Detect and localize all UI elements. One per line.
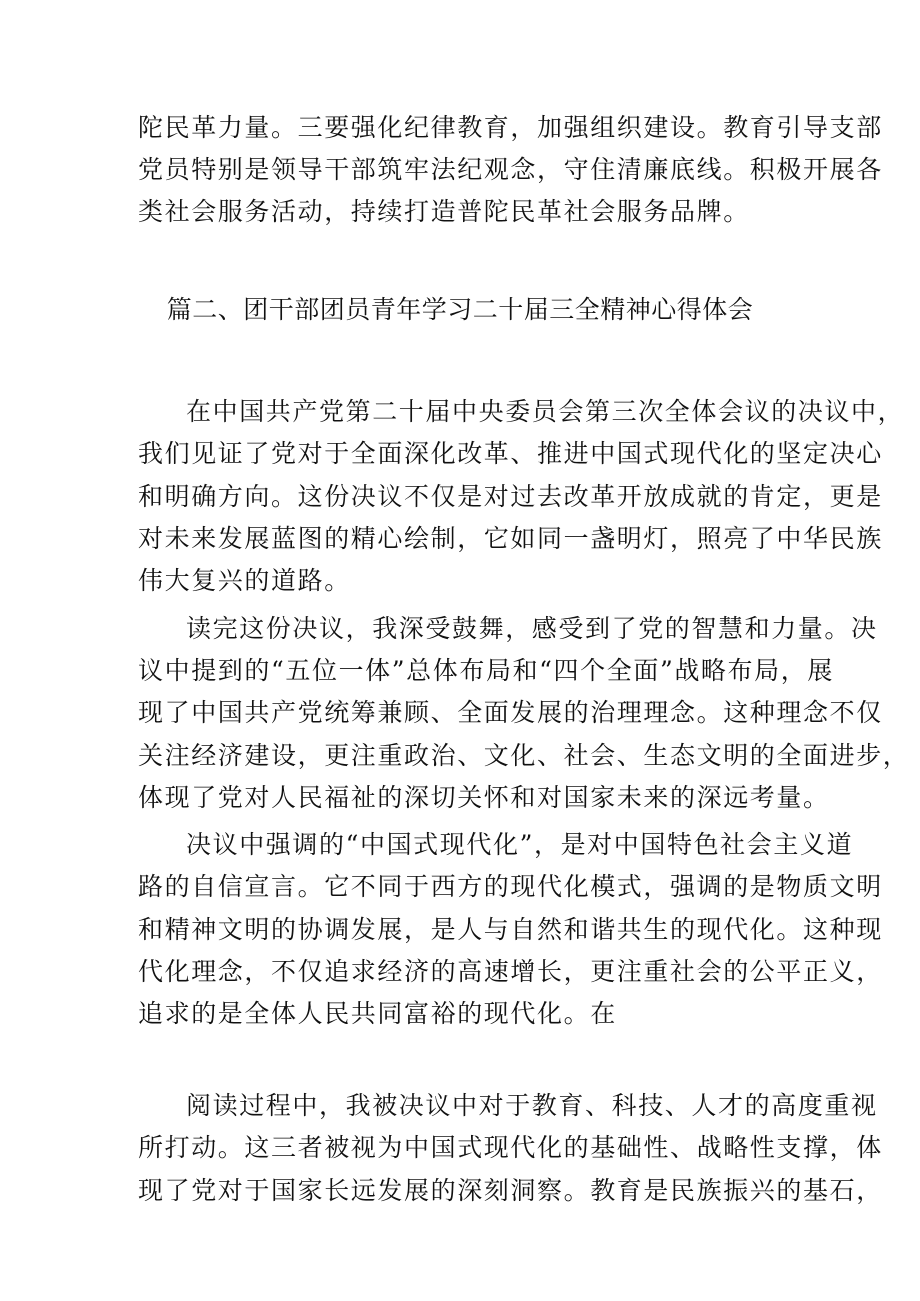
paragraph-line: 和精神文明的协调发展，是人与自然和谐共生的现代化。这种现 (138, 915, 883, 944)
paragraph-line: 伟大复兴的道路。 (138, 566, 351, 595)
section-title: 篇二、团干部团员青年学习二十届三全精神心得体会 (166, 295, 754, 324)
paragraph-line: 所打动。这三者被视为中国式现代化的基础性、战略性支撑，体 (138, 1133, 883, 1162)
paragraph-line: 议中提到的“五位一体”总体布局和“四个全面”战略布局，展 (138, 656, 834, 685)
paragraph-line: 我们见证了党对于全面深化改革、推进中国式现代化的坚定决心 (138, 439, 883, 468)
paragraph-line: 追求的是全体人民共同富裕的现代化。在 (138, 999, 617, 1028)
text-line: 党员特别是领导干部筑牢法纪观念，守住清廉底线。积极开展各 (138, 155, 883, 184)
paragraph-line: 和明确方向。这份决议不仅是对过去改革开放成就的肯定，更是 (138, 482, 883, 511)
paragraph-line: 决议中强调的“中国式现代化”，是对中国特色社会主义道 (186, 830, 854, 859)
paragraph-line: 现了党对于国家长远发展的深刻洞察。教育是民族振兴的基石， (138, 1176, 883, 1205)
paragraph-line: 体现了党对人民福祉的深切关怀和对国家未来的深远考量。 (138, 783, 830, 812)
paragraph-line: 代化理念，不仅追求经济的高速增长，更注重社会的公平正义， (138, 957, 883, 986)
text-line: 陀民革力量。三要强化纪律教育，加强组织建设。教育引导支部 (138, 113, 883, 142)
paragraph-line: 现了中国共产党统筹兼顾、全面发展的治理理念。这种理念不仅 (138, 698, 883, 727)
paragraph-line: 在中国共产党第二十届中央委员会第三次全体会议的决议中， (186, 397, 905, 426)
paragraph-line: 对未来发展蓝图的精心绘制，它如同一盏明灯，照亮了中华民族 (138, 524, 883, 553)
paragraph-line: 关注经济建设，更注重政治、文化、社会、生态文明的全面进步， (138, 741, 910, 770)
paragraph-line: 路的自信宣言。它不同于西方的现代化模式，强调的是物质文明 (138, 872, 883, 901)
text-line: 类社会服务活动，持续打造普陀民革社会服务品牌。 (138, 197, 750, 226)
paragraph-line: 读完这份决议，我深受鼓舞，感受到了党的智慧和力量。决 (186, 614, 878, 643)
paragraph-line: 阅读过程中，我被决议中对于教育、科技、人才的高度重视 (186, 1091, 878, 1120)
